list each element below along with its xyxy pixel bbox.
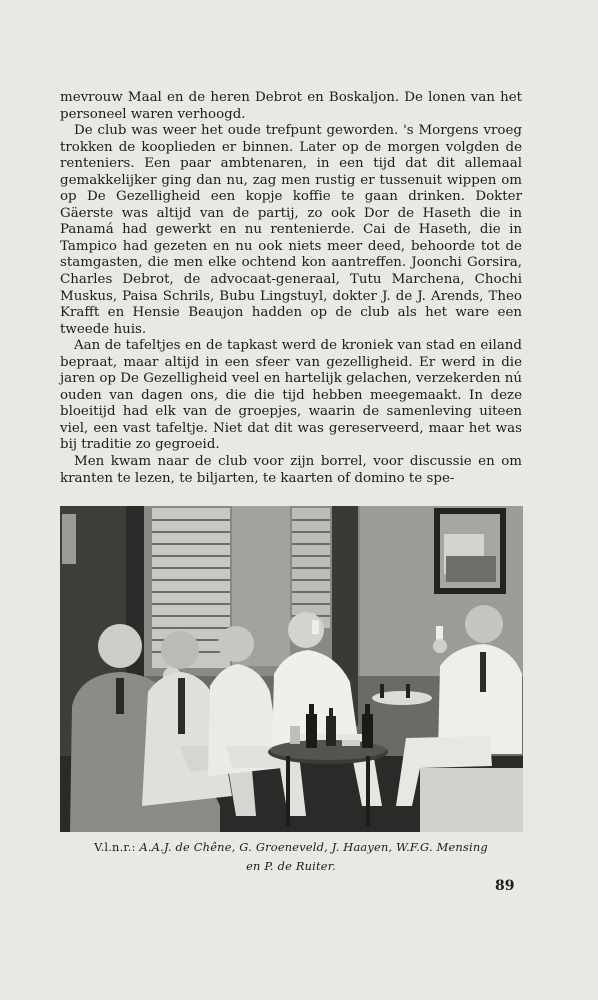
caption-names-1: A.A.J. de Chêne, G. Groeneveld, J. Haayen, W.F.G. Mensing (139, 840, 488, 854)
caption-line-1 (60, 838, 522, 857)
caption-names-2: en P. de Ruiter. (246, 859, 336, 873)
photo-caption (60, 838, 522, 876)
paragraph-3: Aan de tafeltjes en de tapkast werd de kroniek van stad en eiland bepraat, maar altijd in een sfeer van gezelligheid. Er werd in die jaren op De Gezelligheid veel en hartelijk gelachen, verzekerden nú ouden van dagen ons, die die tijd hebben meegemaakt. In deze bloeitijd had elk van de groepjes, waarin de samenleving uiteen viel, een vast tafeltje. Niet dat dit was gereserveerd, maar het was bij traditie zo gegroeid. (60, 338, 522, 453)
paragraph-1: mevrouw Maal en de heren Debrot en Boskaljon. De lonen van het personeel waren verhoogd. (60, 90, 522, 122)
photograph-illustration (60, 506, 523, 832)
page-number: 89 (495, 878, 515, 894)
paragraph-4: Men kwam naar de club voor zijn borrel, voor discussie en om kranten te lezen, te biljarten, te kaarten of domino te spe- (60, 454, 522, 486)
body-text (60, 90, 522, 487)
paragraph-2: De club was weer het oude trefpunt geworden. 's Morgens vroeg trokken de kooplieden er binnen. Later op de morgen volgden de renteniers. Een paar ambtenaren, in een tijd dat dit allemaal gemakkelijker ging dan nu, zag men rustig er tussenuit wippen om op De Gezelligheid een kopje koffie te gaan drinken. Dokter Gäerste was altijd van de partij, zo ook Dor de Haseth die in Panamá had gewerkt en nu rentenierde. Cai de Haseth, die in Tampico had gezeten en nu ook niets meer deed, behoorde tot de stamgasten, die men elke ochtend kon aantreffen. Joonchi Gorsira, Charles Debrot, de advocaat-generaal, Tutu Marchena, Chochi Muskus, Paisa Schrils, Bubu Lingstuyl, dokter J. de J. Arends, Theo Krafft en Hensie Beaujon hadden op de club als het ware een tweede huis. (60, 123, 522, 337)
caption-prefix: V.l.n.r.: (94, 840, 140, 854)
group-photograph (60, 506, 523, 832)
